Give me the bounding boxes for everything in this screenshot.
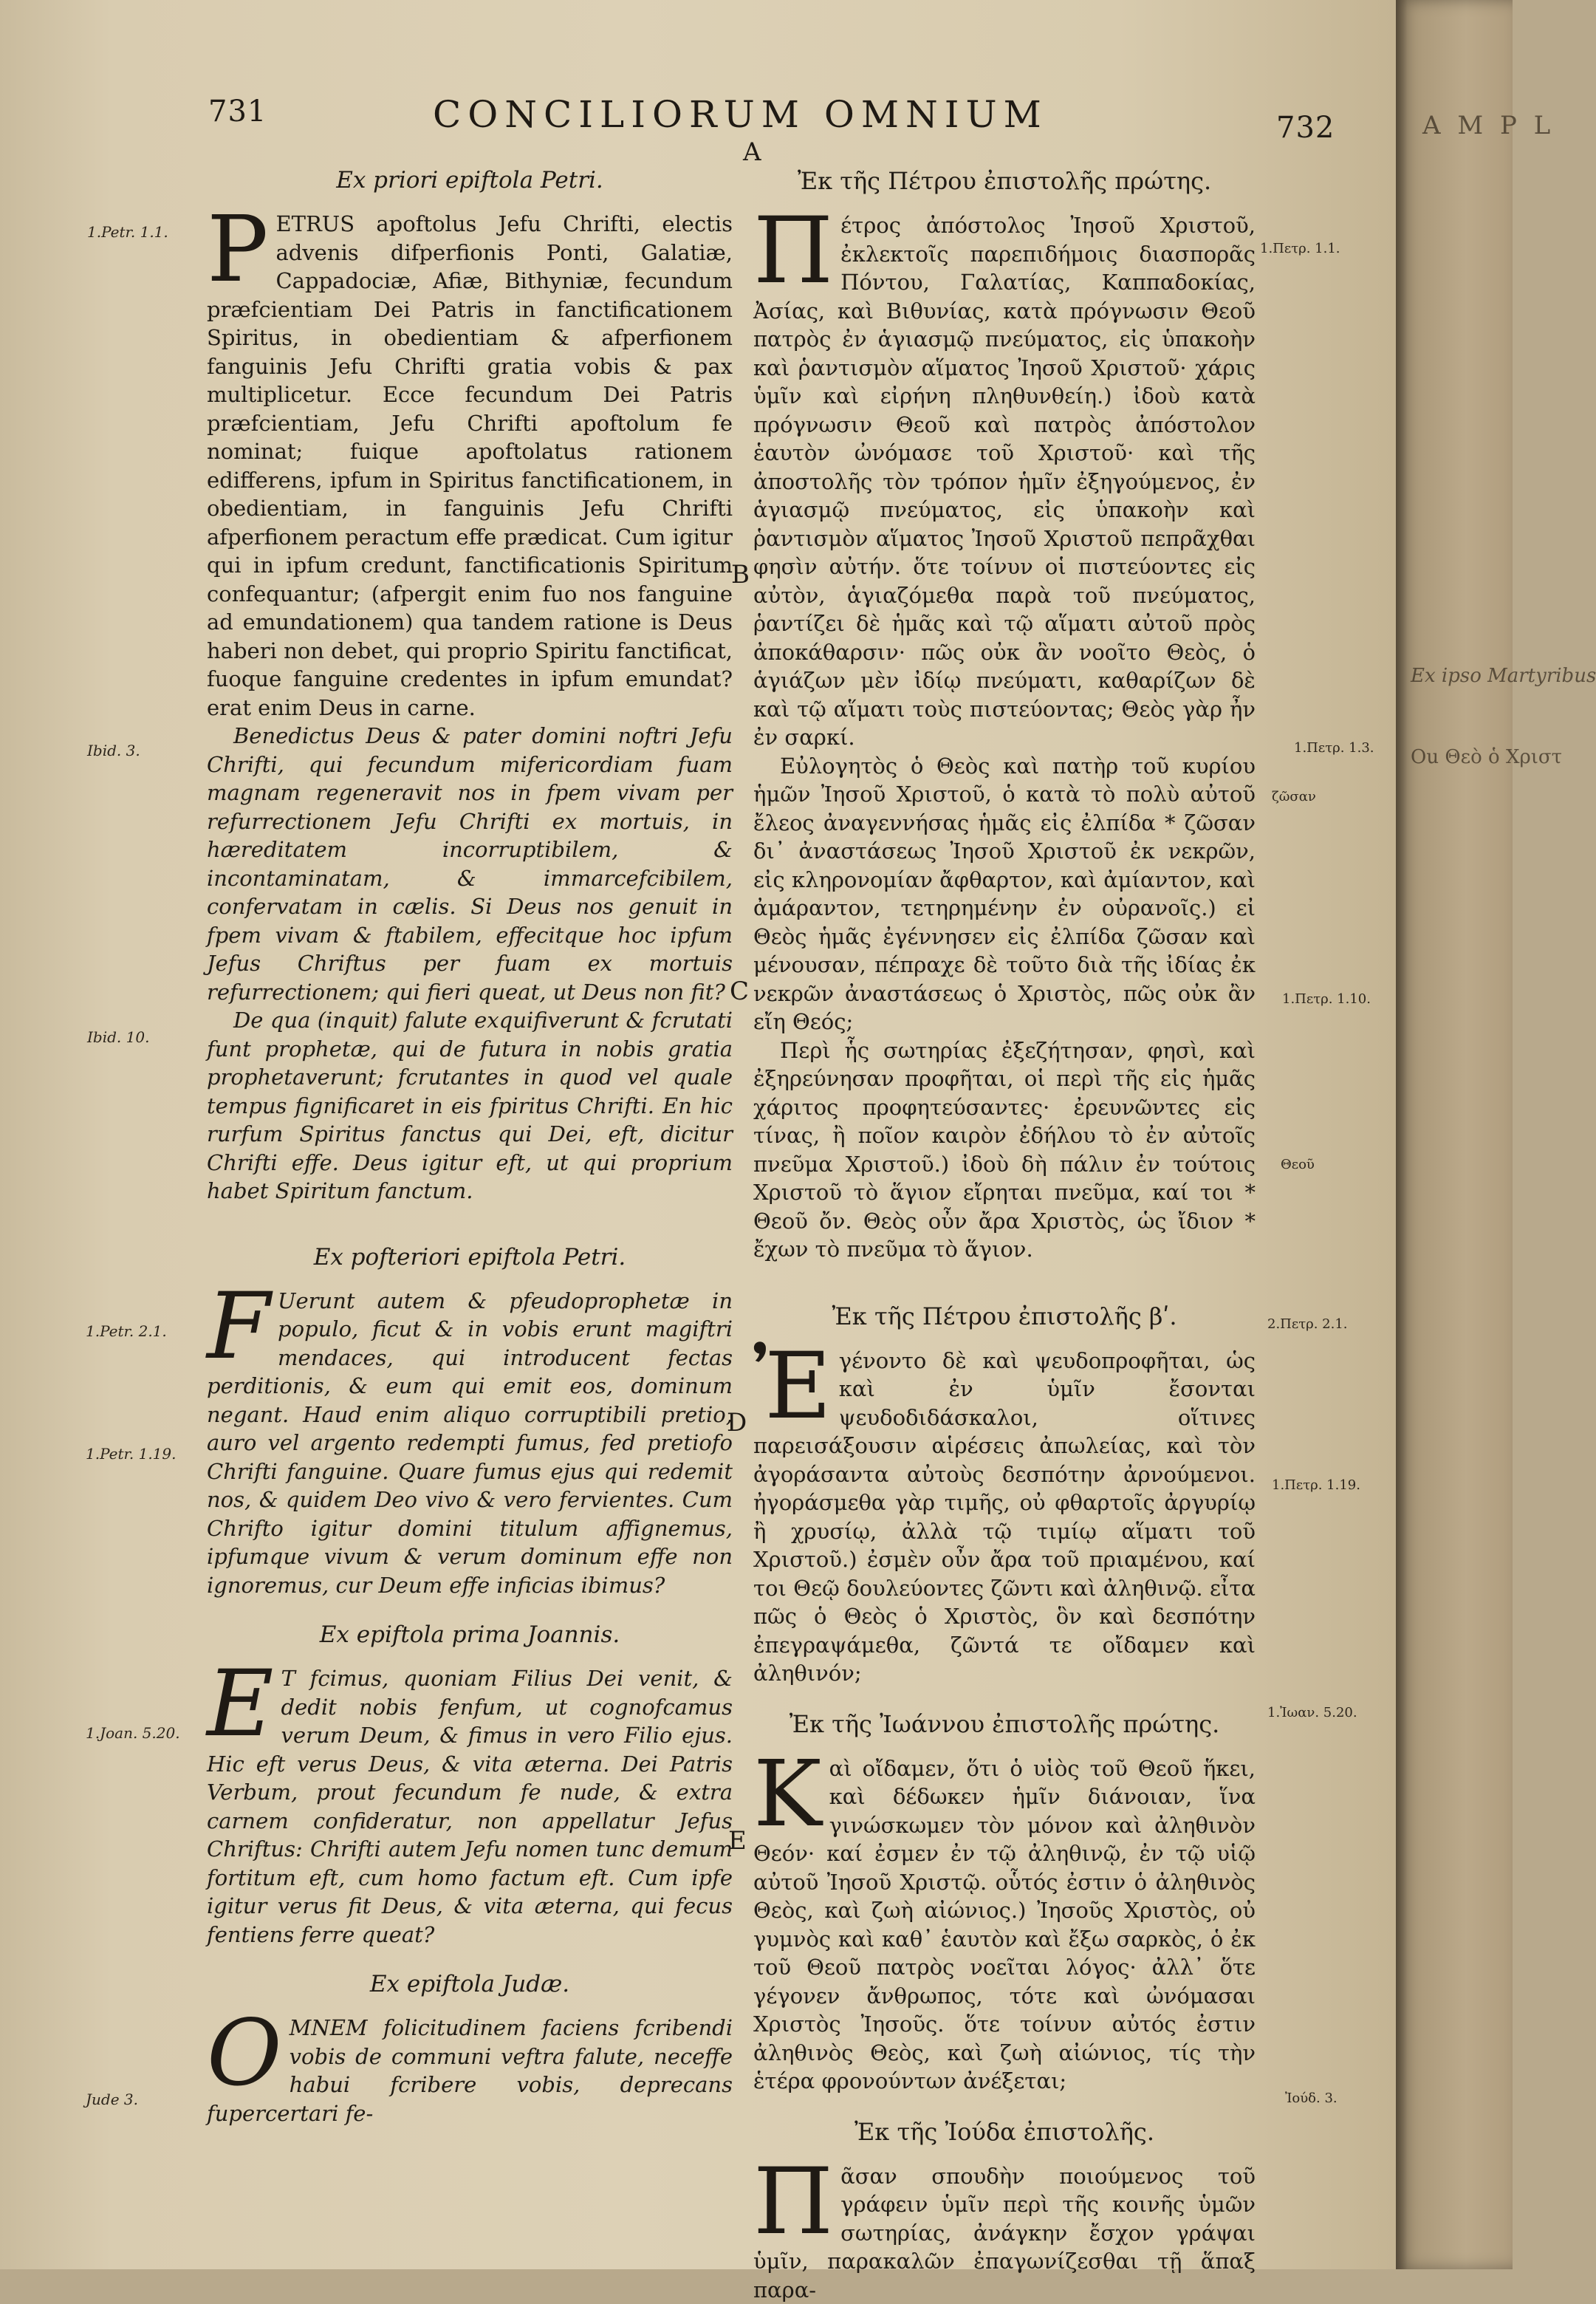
margin-ref-greek: 1.Πετρ. 1.3. xyxy=(1294,740,1374,756)
facing-page-header: A M P L xyxy=(1422,111,1555,140)
margin-ref-greek: 1.Πετρ. 1.1. xyxy=(1260,241,1340,256)
latin-paragraph: De qua (inquit) falute exquifiverunt & fcrutati funt prophetæ, qui de futura in nobis gratia prophetaverunt; fcrutantes in quod vel quale tempus fignificaret in eis fpiritus Chrifti. En hic rurfum Spiritus fanctus qui Dei, eft, dicitur Chrifti effe. Deus igitur eft, ut qui proprium habet Spiritum fanctum. xyxy=(207,1006,733,1206)
margin-ref-greek: 1.Πετρ. 1.10. xyxy=(1282,991,1371,1007)
facing-page-text: Ou Θεὸ ὁ Χριστ xyxy=(1411,746,1562,768)
latin-section-title: Ex priori epiftola Petri. xyxy=(207,167,733,194)
section-marker-b: B xyxy=(731,560,750,589)
margin-ref-greek: ζῶσαν xyxy=(1272,789,1316,804)
margin-ref: Jude 3. xyxy=(86,2091,138,2108)
latin-paragraph: Benedictus Deus & pater domini noftri Jefu Chrifti, qui fecundum mifericordiam fuam magnam regeneravit nos in fpem vivam per refurrectionem Jefu Chrifti ex mortuis, in hæreditatem incorruptibilem, & incontaminatam, & immarcefcibilem, confervatam in cælis. Si Deus nos genuit in fpem vivam & ftabilem, effecitque hoc ipfum Jefus Chriftus per fuam ex mortuis refurrectionem; qui fieri queat, ut Deus non fit? xyxy=(207,722,733,1006)
greek-section-title: Ἐκ τῆς Πέτρου ἐπιστολῆς βʹ. xyxy=(753,1302,1256,1330)
margin-ref: 1.Petr. 1.1. xyxy=(87,223,168,241)
section-marker-a: A xyxy=(743,137,762,167)
greek-paragraph: Ἐγένοντο δὲ καὶ ψευδοπροφῆται, ὡς καὶ ἐν ὑμῖν ἔσονται ψευδοδιδάσκαλοι, οἵτινες παρεισάξουσιν αἱρέσεις ἀπωλείας, καὶ τὸν ἀγοράσαντα αὐτοὺς δεσπότην ἀρνούμενοι. ἠγοράσμεθα γὰρ τιμῆς, οὐ φθαρτοῖς ἀργυρίῳ ἢ χρυσίῳ, ἀλλὰ τῷ τιμίῳ αἵματι τοῦ Χριστοῦ.) ἐσμὲν οὖν ἄρα τοῦ πριαμένου, καί τοι Θεῷ δουλεύοντες ζῶντι καὶ ἀληθινῷ. εἶτα πῶς ὁ Θεὸς ὁ Χριστὸς, ὃν καὶ δεσπότην ἐπεγραψάμεθα, ζῶντά τε οἴδαμεν καὶ ἀληθινόν; xyxy=(753,1347,1256,1688)
latin-section-title: Ex epiftola prima Joannis. xyxy=(207,1621,733,1648)
page-number-right: 732 xyxy=(1276,111,1335,145)
margin-ref: 1.Joan. 5.20. xyxy=(86,1724,180,1742)
greek-section-title: Ἐκ τῆς Ἰωάννου ἐπιστολῆς πρώτης. xyxy=(753,1710,1256,1738)
margin-ref-greek: 2.Πετρ. 2.1. xyxy=(1267,1316,1348,1332)
margin-ref: 1.Petr. 2.1. xyxy=(86,1322,167,1340)
margin-ref-greek: 1.Ἰωαν. 5.20. xyxy=(1267,1705,1357,1720)
greek-column xyxy=(753,167,1256,2304)
margin-ref-greek: Θεοῦ xyxy=(1281,1157,1315,1172)
greek-section-title: Ἐκ τῆς Πέτρου ἐπιστολῆς πρώτης. xyxy=(753,167,1256,195)
margin-ref: 1.Petr. 1.19. xyxy=(86,1445,176,1463)
greek-paragraph: Καὶ οἴδαμεν, ὅτι ὁ υἱὸς τοῦ Θεοῦ ἥκει, καὶ δέδωκεν ἡμῖν διάνοιαν, ἵνα γινώσκωμεν τὸν μόνον καὶ ἀληθινὸν Θεόν· καί ἐσμεν ἐν τῷ ἀληθινῷ, ἐν τῷ υἱῷ αὐτοῦ Ἰησοῦ Χριστῷ. οὗτός ἐστιν ὁ ἀληθινὸς Θεὸς, καὶ ζωὴ αἰώνιος.) Ἰησοῦς Χριστὸς, οὐ γυμνὸς καὶ καθ᾽ ἑαυτὸν καὶ ἔξω σαρκὸς, ὁ ἐκ τοῦ Θεοῦ πατρὸς νοεῖται λόγος· ἀλλ᾽ ὅτε γέγονεν ἄνθρωπος, τότε καὶ ὠνόμασαι Χριστὸς Ἰησοῦς. ὅτε τοίνυν αὐτός ἐστιν ἀληθινὸς Θεὸς, καὶ ζωὴ αἰώνιος, τίς τὴν ἑτέρα φρονούντων ἀνέξεται; xyxy=(753,1754,1256,2096)
margin-ref-greek: 1.Πετρ. 1.19. xyxy=(1272,1477,1360,1493)
greek-paragraph: Πέτρος ἀπόστολος Ἰησοῦ Χριστοῦ, ἐκλεκτοῖς παρεπιδήμοις διασπορᾶς Πόντου, Γαλατίας, Καππαδοκίας, Ἀσίας, καὶ Βιθυνίας, κατὰ πρόγνωσιν Θεοῦ πατρὸς ἐν ἁγιασμῷ πνεύματος, εἰς ὑπακοὴν καὶ ῥαντισμὸν αἵματος Ἰησοῦ Χριστοῦ· χάρις ὑμῖν καὶ εἰρήνη πληθυνθείη.) ἰδοὺ κατὰ πρόγνωσιν Θεοῦ καὶ πατρὸς ἀπόστολον ἑαυτὸν ὠνόμασε τοῦ Χριστοῦ· καὶ τῆς ἀποστολῆς τὸν τρόπον ἡμῖν ἐξηγούμενος, ἐν ἁγιασμῷ πνεύματος, εἰς ὑπακοὴν καὶ ῥαντισμὸν αἵματος Ἰησοῦ Χριστοῦ πεπρᾶχθαι φησὶν αὐτήν. ὅτε τοίνυν οἱ πιστεύοντες εἰς αὐτὸν, ἁγιαζόμεθα παρὰ τοῦ πνεύματος, ῥαντίζει δὲ ἡμᾶς καὶ τῷ αἵματι αὐτοῦ πρὸς ἀποκάθαρσιν· πῶς οὐκ ἂν νοοῖτο Θεὸς, ὁ ἁγιάζων μὲν ἰδίῳ πνεύματι, καθαρίζων δὲ καὶ τῷ αἵματι τοὺς πιστεύοντας; Θεὸς γὰρ ἦν ἐν σαρκί. xyxy=(753,211,1256,752)
latin-section-title: Ex epiftola Judæ. xyxy=(207,1971,733,1997)
latin-paragraph: OMNEM folicitudinem faciens fcribendi vobis de communi veftra falute, neceffe habui fcribere vobis, deprecans fupercertari fe- xyxy=(207,2014,733,2127)
facing-page-edge xyxy=(1396,0,1513,2269)
margin-ref: Ibid. 10. xyxy=(87,1028,149,1046)
facing-page-text: Ex ipso Martyribus xyxy=(1411,665,1596,687)
page-number-left: 731 xyxy=(208,95,267,129)
latin-paragraph: ET fcimus, quoniam Filius Dei venit, & dedit nobis fenfum, ut cognofcamus verum Deum, & fimus in vero Filio ejus. Hic eft verus Deus, & vita æterna. Dei Patris Verbum, prout fecundum fe nude, & extra carnem confideratur, non appellatur Jefus Chriftus: Chrifti autem Jefu nomen tunc demum fortitum eft, cum homo factum eft. Cum ipfe igitur verus fit Deus, & vita æterna, qui fecus fentiens ferre queat? xyxy=(207,1664,733,1949)
section-marker-e: E xyxy=(728,1826,747,1856)
latin-column xyxy=(207,167,733,2127)
running-title: CONCILIORUM OMNIUM xyxy=(433,93,1048,136)
margin-ref: Ibid. 3. xyxy=(87,742,140,759)
latin-paragraph: PETRUS apoftolus Jefu Chrifti, electis advenis difperfionis Ponti, Galatiæ, Cappadociæ, Afiæ, Bithyniæ, fecundum præfcientiam Dei Patris in fanctificationem Spiritus, in obedientiam & afperfionem fanguinis Jefu Chrifti gratia vobis & pax multiplicetur. Ecce fecundum Dei Patris præfcientiam, Jefu Chrifti apoftolum fe nominat; fuique apoftolatus rationem edifferens, ipfum in Spiritus fanctificationem, in obedientiam, in fanguinis Jefu Chrifti afperfionem peractum effe prædicat. Cum igitur qui in ipfum credunt, fanctificationis Spiritum confequantur; (afpergit enim fuo nos fanguine ad emundationem) qua tandem ratione is Deus haberi non debet, qui proprio Spiritu fanctificat, fuoque fanguine credentes in ipfum emundat? erat enim Deus in carne. xyxy=(207,210,733,722)
section-marker-c: C xyxy=(730,977,749,1006)
greek-section-title: Ἐκ τῆς Ἰούδα ἐπιστολῆς. xyxy=(753,2118,1256,2146)
greek-paragraph: Περὶ ἧς σωτηρίας ἐξεζήτησαν, φησὶ, καὶ ἐξηρεύνησαν προφῆται, οἱ περὶ τῆς εἰς ἡμᾶς χάριτος προφητεύσαντες· ἐρευνῶντες εἰς τίνας, ἢ ποῖον καιρὸν ἐδήλου τὸ ἐν αὐτοῖς πνεῦμα Χριστοῦ.) ἰδοὺ δὴ πάλιν ἐν τούτοις Χριστοῦ τὸ ἅγιον εἴρηται πνεῦμα, καί τοι * Θεοῦ ὄν. Θεὸς οὖν ἄρα Χριστὸς, ὡς ἴδιον * ἔχων τὸ πνεῦμα τὸ ἅγιον. xyxy=(753,1036,1256,1264)
margin-ref-greek: Ἰούδ. 3. xyxy=(1285,2091,1338,2106)
latin-section-title: Ex pofteriori epiftola Petri. xyxy=(207,1244,733,1271)
latin-paragraph: FUerunt autem & pfeudoprophetæ in populo, ficut & in vobis erunt magiftri mendaces, qui introducent fectas perditionis, & eum qui emit eos, dominum negant. Haud enim aliquo corruptibili pretio, auro vel argento redempti fumus, fed pretiofo Chrifti fanguine. Quare fumus ejus qui redemit nos, & quidem Deo vivo & vero fervientes. Cum Chrifto igitur domini titulum affignemus, ipfumque vivum & verum dominum effe non ignoremus, cur Deum effe inficias ibimus? xyxy=(207,1287,733,1600)
greek-paragraph: Πᾶσαν σπουδὴν ποιούμενος τοῦ γράφειν ὑμῖν περὶ τῆς κοινῆς ὑμῶν σωτηρίας, ἀνάγκην ἔσχον γράψαι ὑμῖν, παρακαλῶν ἐπαγωνίζεσθαι τῇ ἅπαξ παρα- xyxy=(753,2162,1256,2304)
section-marker-d: D xyxy=(727,1408,747,1438)
greek-paragraph: Εὐλογητὸς ὁ Θεὸς καὶ πατὴρ τοῦ κυρίου ἡμῶν Ἰησοῦ Χριστοῦ, ὁ κατὰ τὸ πολὺ αὐτοῦ ἔλεος ἀναγεννήσας ἡμᾶς εἰς ἐλπίδα * ζῶσαν δι᾽ ἀναστάσεως Ἰησοῦ Χριστοῦ ἐκ νεκρῶν, εἰς κληρονομίαν ἄφθαρτον, καὶ ἀμίαντον, καὶ ἀμάραντον, τετηρημένην ἐν οὐρανοῖς.) εἰ Θεὸς ἡμᾶς ἐγέννησεν εἰς ἐλπίδα ζῶσαν καὶ μένουσαν, πέπραχε δὲ τοῦτο διὰ τῆς ἰδίας ἐκ νεκρῶν ἀναστάσεως ὁ Χριστὸς, πῶς οὐκ ἂν εἴη Θεός; xyxy=(753,752,1256,1036)
